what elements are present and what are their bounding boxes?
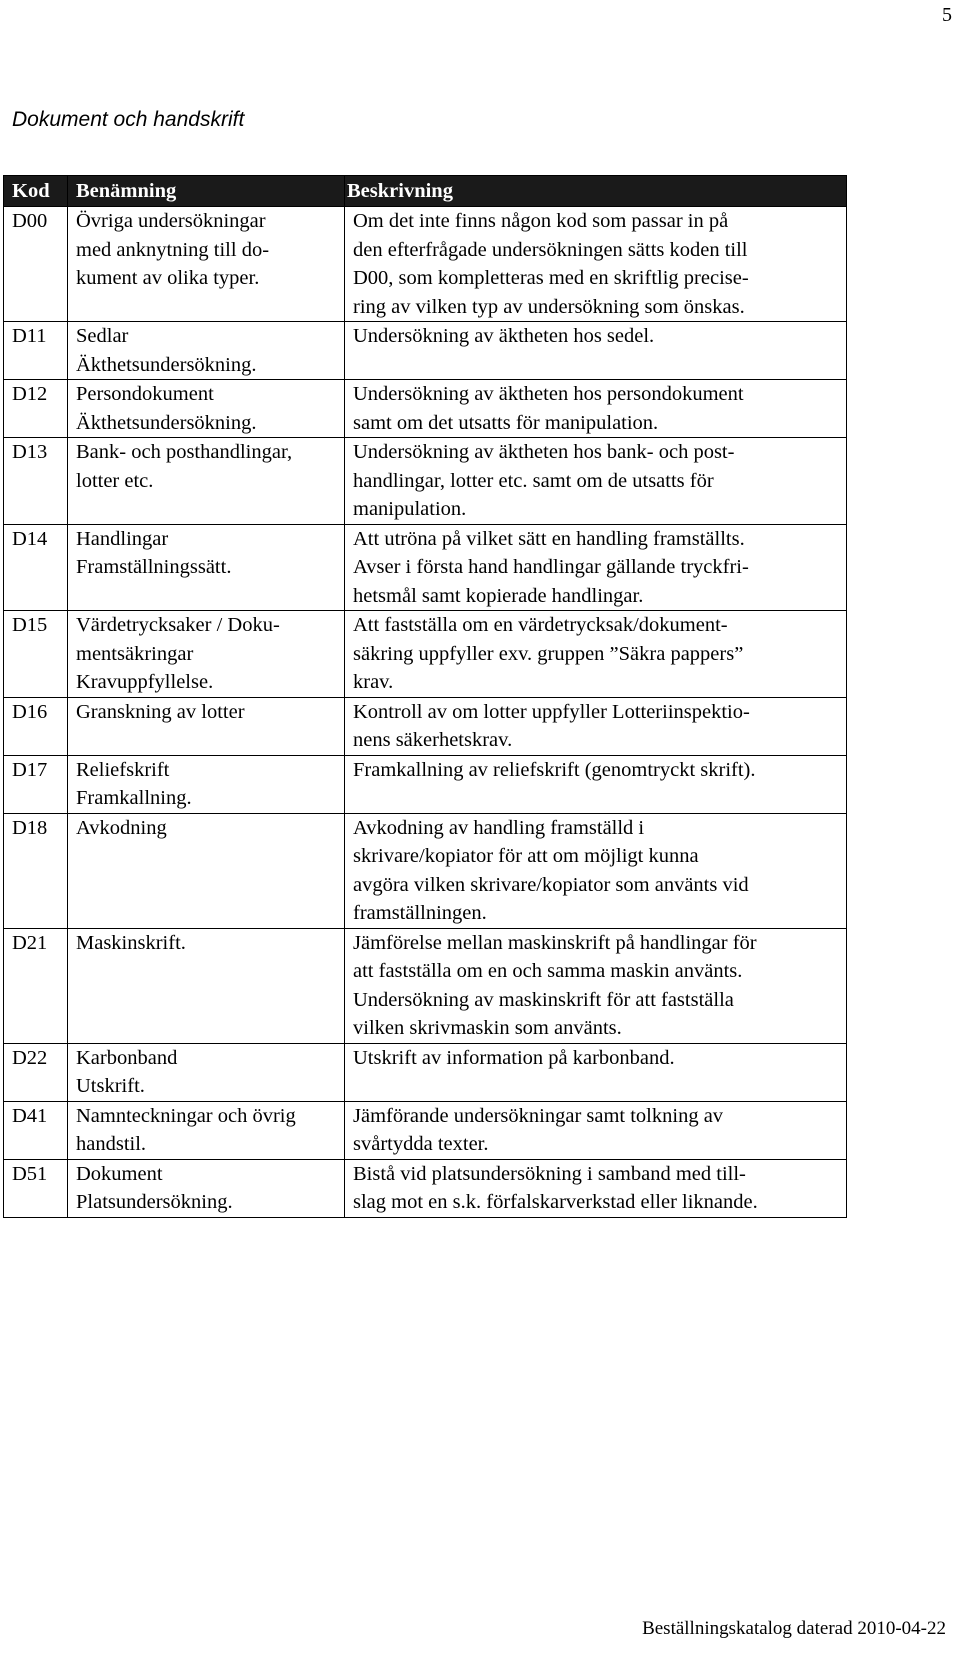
beskrivning-line: vilken skrivmaskin som använts. [353, 1017, 622, 1039]
cell-beskrivning [345, 928, 847, 1043]
beskrivning-line: Avser i första hand handlingar gällande tryckfri- [353, 556, 749, 578]
cell-beskrivning [345, 322, 847, 380]
cell-kod: D18 [4, 813, 68, 928]
table-body [4, 207, 847, 1218]
footer-text: Beställningskatalog daterad 2010-04-22 [642, 1618, 946, 1639]
header-benamning: Benämning [68, 176, 345, 207]
cell-benamning [68, 1043, 345, 1101]
table-row [4, 697, 847, 755]
table-row [4, 207, 847, 322]
cell-kod: D14 [4, 524, 68, 611]
cell-benamning [68, 438, 345, 525]
cell-benamning [68, 813, 345, 928]
cell-kod: D41 [4, 1101, 68, 1159]
benamning-line: Äkthetsundersökning. [76, 353, 257, 376]
cell-benamning [68, 1101, 345, 1159]
table-row [4, 813, 847, 928]
cell-beskrivning [345, 1101, 847, 1159]
cell-benamning [68, 207, 345, 322]
table-header-row [4, 176, 847, 207]
beskrivning-line: D00, som kompletteras med en skriftlig precise- [353, 267, 749, 289]
benamning-line: Kravuppfyllelse. [76, 671, 214, 693]
cell-benamning [68, 380, 345, 438]
benamning-line: Namnteckningar och övrig [76, 1104, 296, 1127]
table-row [4, 524, 847, 611]
cell-beskrivning [345, 813, 847, 928]
beskrivning-line: nens säkerhetskrav. [353, 729, 513, 751]
beskrivning-line: samt om det utsatts för manipulation. [353, 411, 659, 434]
cell-benamning [68, 755, 345, 813]
cell-beskrivning [345, 755, 847, 813]
cell-kod: D22 [4, 1043, 68, 1101]
cell-kod: D21 [4, 928, 68, 1043]
benamning-line: Avkodning [76, 816, 167, 839]
beskrivning-line: framställningen. [353, 902, 487, 924]
beskrivning-line: skrivare/kopiator för att om möjligt kunna [353, 845, 699, 867]
benamning-line: kument av olika typer. [76, 267, 260, 289]
beskrivning-line: handlingar, lotter etc. samt om de utsatts för [353, 469, 714, 492]
benamning-line: Granskning av lotter [76, 700, 245, 723]
cell-beskrivning [345, 697, 847, 755]
cell-beskrivning [345, 380, 847, 438]
cell-kod: D17 [4, 755, 68, 813]
cell-kod: D12 [4, 380, 68, 438]
beskrivning-line: hetsmål samt kopierade handlingar. [353, 584, 644, 607]
beskrivning-line: Att fastställa om en värdetrycksak/dokument- [353, 614, 728, 636]
cell-kod: D13 [4, 438, 68, 525]
beskrivning-line: säkring uppfyller exv. gruppen ”Säkra pappers” [353, 642, 744, 665]
cell-beskrivning [345, 611, 847, 698]
cell-kod: D16 [4, 697, 68, 755]
beskrivning-line: avgöra vilken skrivare/kopiator som använts vid [353, 873, 749, 896]
benamning-line: med anknytning till do- [76, 238, 270, 261]
beskrivning-line: Undersökning av äktheten hos sedel. [353, 325, 655, 347]
benamning-line: Äkthetsundersökning. [76, 411, 257, 434]
table-row [4, 1043, 847, 1101]
cell-benamning [68, 611, 345, 698]
section-heading: Dokument och handskrift [12, 108, 245, 131]
table-row [4, 1159, 847, 1217]
benamning-line: Bank- och posthandlingar, [76, 441, 293, 463]
cell-kod: D51 [4, 1159, 68, 1217]
cell-benamning [68, 697, 345, 755]
cell-benamning [68, 1159, 345, 1217]
table-row [4, 380, 847, 438]
cell-benamning [68, 524, 345, 611]
page-number: 5 [942, 4, 952, 26]
beskrivning-line: Framkallning av reliefskrift (genomtryckt skrift). [353, 758, 756, 781]
beskrivning-line: krav. [353, 671, 394, 693]
beskrivning-line: Att utröna på vilket sätt en handling framställts. [353, 527, 745, 550]
beskrivning-line: Jämförande undersökningar samt tolkning av [353, 1104, 724, 1127]
code-table [3, 175, 847, 1218]
beskrivning-line: Om det inte finns någon kod som passar in på [353, 210, 729, 232]
table-row [4, 322, 847, 380]
table-row [4, 928, 847, 1043]
beskrivning-line: Undersökning av maskinskrift för att fastställa [353, 988, 734, 1011]
beskrivning-line: Utskrift av information på karbonband. [353, 1046, 675, 1069]
benamning-line: mentsäkringar [76, 642, 194, 665]
beskrivning-line: svårtydda texter. [353, 1133, 489, 1155]
beskrivning-line: den efterfrågade undersökningen sätts koden till [353, 238, 748, 261]
cell-beskrivning [345, 1159, 847, 1217]
header-beskrivning: Beskrivning [345, 176, 847, 207]
beskrivning-line: att fastställa om en och samma maskin använts. [353, 960, 743, 982]
cell-kod: D00 [4, 207, 68, 322]
cell-beskrivning [345, 438, 847, 525]
beskrivning-line: Undersökning av äktheten hos bank- och post- [353, 441, 735, 463]
cell-benamning [68, 322, 345, 380]
header-kod: Kod [4, 176, 68, 207]
benamning-line: Handlingar [76, 527, 169, 550]
benamning-line: Maskinskrift. [76, 931, 186, 954]
benamning-line: lotter etc. [76, 469, 154, 492]
cell-beskrivning [345, 524, 847, 611]
beskrivning-line: Avkodning av handling framställd i [353, 816, 645, 839]
cell-kod: D11 [4, 322, 68, 380]
cell-benamning [68, 928, 345, 1043]
table-row [4, 611, 847, 698]
benamning-line: Reliefskrift [76, 758, 170, 781]
benamning-line: Framkallning. [76, 787, 192, 809]
benamning-line: Värdetrycksaker / Doku- [76, 614, 280, 636]
table-row [4, 755, 847, 813]
benamning-line: Persondokument [76, 383, 214, 405]
beskrivning-line: Jämförelse mellan maskinskrift på handlingar för [353, 931, 757, 954]
benamning-line: Utskrift. [76, 1075, 145, 1097]
benamning-line: Framställningssätt. [76, 556, 232, 578]
benamning-line: Karbonband [76, 1046, 178, 1069]
table-row [4, 1101, 847, 1159]
benamning-line: Sedlar [76, 325, 129, 347]
benamning-line: Platsundersökning. [76, 1191, 233, 1213]
beskrivning-line: ring av vilken typ av undersökning som önskas. [353, 295, 745, 318]
beskrivning-line: Undersökning av äktheten hos persondokument [353, 383, 744, 405]
table-row [4, 438, 847, 525]
benamning-line: Övriga undersökningar [76, 210, 266, 232]
beskrivning-line: Kontroll av om lotter uppfyller Lotteriinspektio- [353, 700, 750, 723]
cell-beskrivning [345, 207, 847, 322]
cell-beskrivning [345, 1043, 847, 1101]
benamning-line: handstil. [76, 1133, 147, 1155]
beskrivning-line: Bistå vid platsundersökning i samband med till- [353, 1162, 746, 1185]
benamning-line: Dokument [76, 1162, 163, 1185]
beskrivning-line: manipulation. [353, 498, 467, 520]
beskrivning-line: slag mot en s.k. förfalskarverkstad eller liknande. [353, 1191, 758, 1213]
cell-kod: D15 [4, 611, 68, 698]
